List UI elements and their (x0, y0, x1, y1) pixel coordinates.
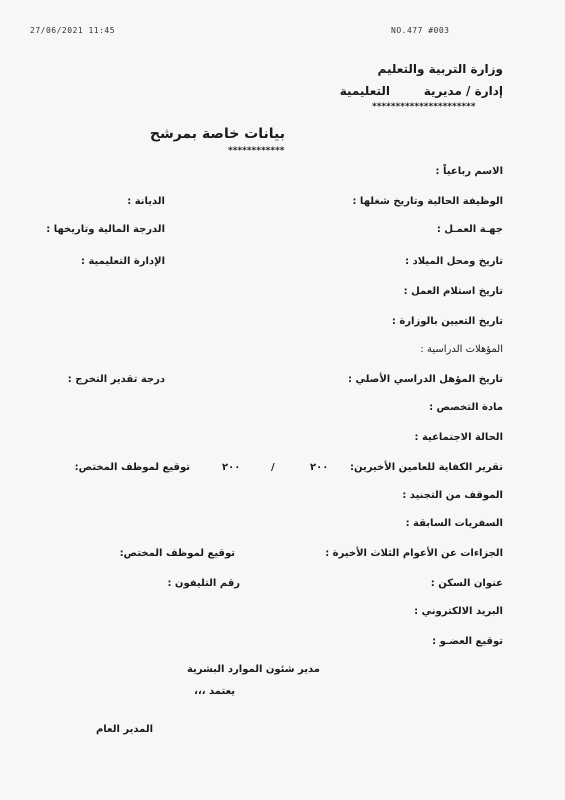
label-marital-status: الحالة الاجتماعية : (414, 432, 503, 443)
label-original-qual-date: تاريخ المؤهل الدراسي الأصلي : (348, 374, 503, 385)
header-stars: ********************** (372, 102, 476, 112)
official-signature-1: توقيع لموظف المختص: (74, 462, 190, 473)
label-efficiency-report: تقرير الكفاية للعامين الأخيرين: (349, 462, 503, 473)
label-specialization: مادة التخصص : (429, 402, 503, 413)
label-email: البريد الالكتروني : (414, 606, 503, 617)
label-grad-grade: درجة تقدير التخرج : (67, 374, 165, 385)
general-director-title: المدير العام (95, 724, 153, 735)
label-phone: رقم التليفون : (167, 578, 240, 589)
edu-label: التعليمية (339, 84, 390, 98)
label-birth: تاريخ ومحل الميلاد : (405, 256, 503, 267)
label-edu-admin: الإدارة التعليمية : (81, 256, 165, 267)
fax-page-code: NO.477 #003 (391, 26, 450, 35)
label-military-status: الموقف من التجنيد : (402, 490, 503, 501)
form-title: بيانات خاصة بمرشح (149, 126, 285, 142)
label-penalties: الجزاءات عن الأعوام الثلاث الأخيرة : (325, 548, 503, 559)
label-current-job: الوظيفة الحالية وتاريخ شغلها : (352, 196, 503, 207)
label-workplace: جهـة العمـل : (436, 224, 503, 235)
label-ministry-appointment: تاريخ التعيين بالوزارة : (391, 316, 503, 327)
admin-label: إدارة / مديرية (423, 84, 503, 98)
hr-director-title: مدير شئون الموارد البشرية (186, 664, 320, 675)
report-year-a: ٢٠٠ (310, 462, 329, 473)
fax-datetime: 27/06/2021 11:45 (30, 26, 116, 35)
report-year-b: ٢٠٠ (222, 462, 241, 473)
report-year-separator: / (271, 462, 275, 473)
label-full-name: الاسم رباعياً : (435, 166, 503, 177)
title-stars: ************ (228, 146, 285, 156)
label-financial-grade: الدرجة المالية وتاريخها : (46, 224, 165, 235)
label-previous-trips: السفريات السابقة : (405, 518, 503, 529)
ministry-name: وزارة التربية والتعليم (377, 62, 503, 76)
label-address: عنوان السكن : (430, 578, 503, 589)
approve-text: يعتمد ،،، (194, 686, 235, 697)
label-member-signature: توقيع العضـو : (432, 636, 503, 647)
label-work-start: تاريخ استلام العمل : (403, 286, 503, 297)
label-qualifications: المؤهلات الدراسية : (420, 344, 503, 355)
label-religion: الديانة : (127, 196, 165, 207)
official-signature-2: توقيع لموظف المختص: (119, 548, 235, 559)
